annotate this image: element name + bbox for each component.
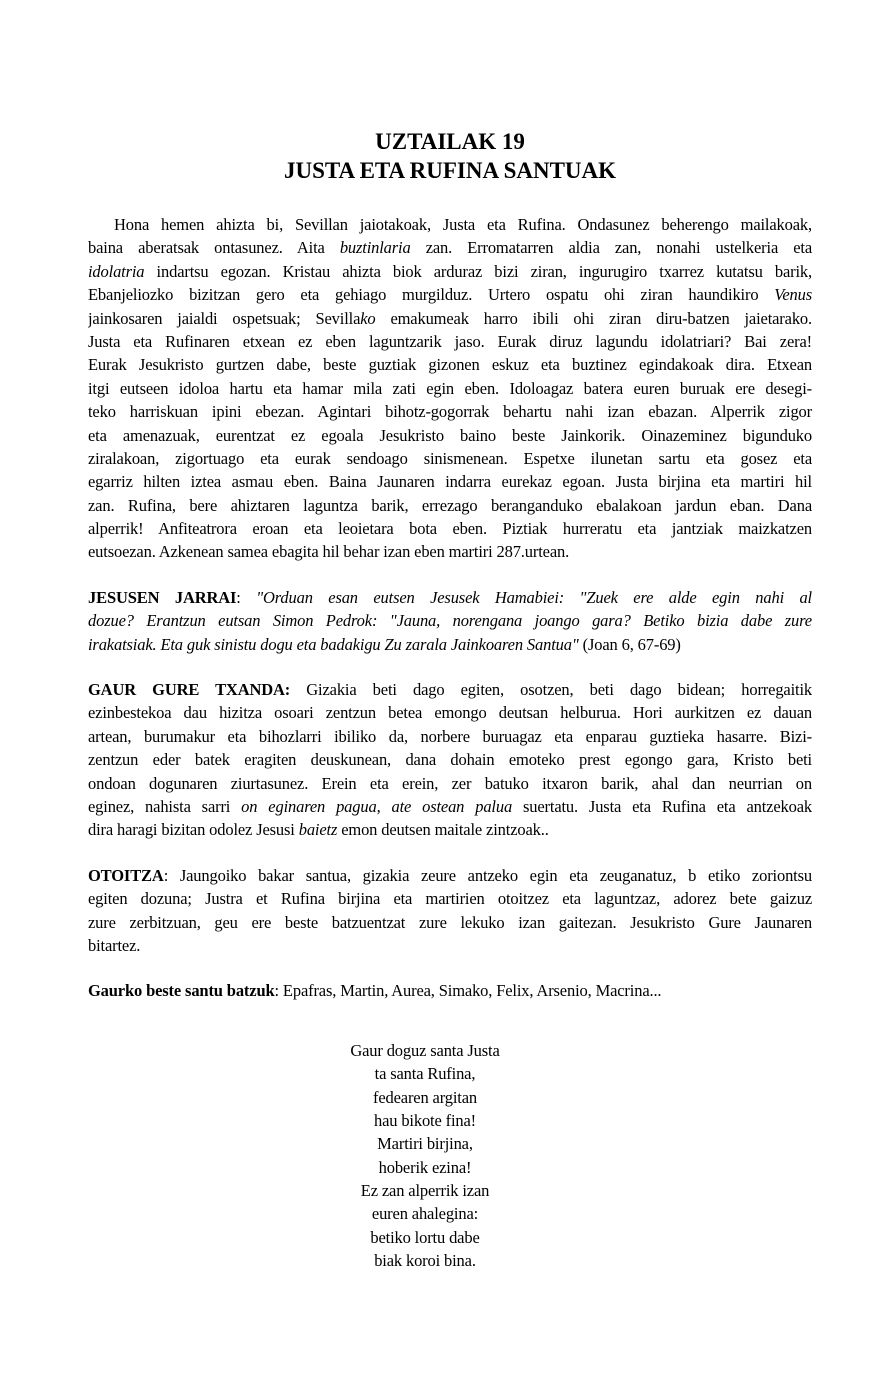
- page-title: [88, 128, 812, 185]
- title-line-1: UZTAILAK 19: [375, 129, 525, 154]
- text-segment: ezinbestekoa dau hizitza osoari zentzun betea emongo deutsan helburua. Hori aurkitzen ez dauan: [88, 703, 812, 723]
- text-segment: dira haragi bizitan odolez Jesusi: [88, 820, 299, 840]
- bold-text-segment: OTOITZA: [88, 865, 164, 885]
- text-segment: Ebanjeliozko bizitzan gero eta gehiago murgilduz. Urtero ospatu ohi ziran haundikiro: [88, 285, 775, 305]
- title-line-2: JUSTA ETA RUFINA SANTUAK: [283, 157, 617, 183]
- text-segment: fedearen argitan: [372, 1087, 478, 1107]
- text-segment: ta santa Rufina,: [374, 1064, 476, 1084]
- text-line: [88, 260, 812, 283]
- text-line: [88, 864, 812, 887]
- other-saints-line: [88, 979, 812, 1002]
- text-line: [88, 447, 812, 470]
- text-segment: eutsoezan. Azkenean samea ebagita hil behar izan eben martiri 287.urtean.: [88, 542, 570, 562]
- text-line: [88, 424, 812, 447]
- text-line: [88, 934, 812, 957]
- text-segment: zentzun eder batek eragiten deuskunean, dana dohain emoteko prest egongo gara, Kristo beti: [88, 750, 812, 770]
- text-segment: emakumeak harro ibili ohi ziran diru-batzen jaietarako.: [375, 308, 812, 328]
- text-segment: teko harriskuan ipini ebezan. Agintari bihotz-gogorrak behartu nahi izan ebazan. Alperrik zigor: [88, 402, 812, 422]
- italic-text-segment: "Orduan esan eutsen Jesusek Hamabiei: "Zuek ere alde egin nahi al: [256, 587, 812, 607]
- text-line: [88, 283, 812, 306]
- text-segment: Justa eta Rufinaren etxean ez eben laguntzarik jaso. Eurak diruz lagundu idolatriari? Bai zera!: [88, 331, 812, 351]
- text-segment: indartsu egozan. Kristau ahizta biok arduraz bizi ziran, ingurugiro txarrez kutatsu barik,: [144, 261, 812, 281]
- text-segment: euren ahalegina:: [371, 1204, 479, 1224]
- text-line: [88, 1179, 762, 1202]
- text-line: [88, 633, 812, 656]
- text-segment: : Epafras, Martin, Aurea, Simako, Felix, Arsenio, Macrina...: [274, 981, 662, 1001]
- intro-paragraph: [88, 213, 812, 564]
- text-line: [88, 979, 812, 1002]
- text-segment: eta amenazuak, eurentzat ez egoala Jesukristo baino beste Jainkorik. Oinazeminez bigunduko: [88, 425, 812, 445]
- text-segment: :: [236, 587, 257, 607]
- text-line: [88, 1086, 762, 1109]
- text-line: [88, 353, 812, 376]
- text-segment: zan. Erromatarren aldia zan, nonahi ustelkeria eta: [410, 238, 812, 258]
- text-segment: alperrik! Anfiteatrora eroan eta leoietara bota eben. Piztiak hurreratu eta jantziak maizkatzen: [88, 519, 812, 539]
- text-line: [88, 678, 812, 701]
- text-line: [88, 1109, 762, 1132]
- text-segment: egiten dozuna; Justra et Rufina birjina eta martirien otoitzez eta laguntzaz, adorez bete gaizuz: [88, 889, 812, 909]
- text-segment: Martiri birjina,: [377, 1134, 473, 1154]
- text-line: [88, 517, 812, 540]
- text-segment: ziralakoan, zigortuago eta eurak sendoago sinismenean. Espetxe ilunetan sartu eta gosez eta: [88, 448, 812, 468]
- text-line: [88, 377, 812, 400]
- text-line: [88, 213, 812, 236]
- text-line: [88, 307, 812, 330]
- text-segment: suertatu. Justa eta Rufina eta antzekoak: [512, 796, 812, 816]
- text-segment: betiko lortu dabe: [370, 1227, 480, 1247]
- otoitza-paragraph: [88, 864, 812, 958]
- text-line: [88, 887, 812, 910]
- text-line: [88, 818, 812, 841]
- text-line: [88, 330, 812, 353]
- text-segment: emon deutsen maitale zintzoak..: [337, 820, 549, 840]
- text-segment: itgi eutseen idoloa hartu eta hamar mila zati egin eben. Idoloagaz batera euren buruak ere desegi-: [88, 378, 812, 398]
- text-line: [88, 1226, 762, 1249]
- page-content: [88, 128, 812, 1273]
- text-line: [88, 400, 812, 423]
- text-line: [88, 609, 812, 632]
- text-line: [88, 1062, 762, 1085]
- text-line: [88, 236, 812, 259]
- text-line: [88, 1156, 762, 1179]
- text-line: [88, 911, 812, 934]
- text-line: [88, 1202, 762, 1225]
- italic-text-segment: buztinlaria: [339, 238, 411, 258]
- text-line: [88, 701, 812, 724]
- text-segment: zan. Rufina, bere ahiztaren laguntza barik, errezago beranganduko ebalakoan jardun eban. Dana: [88, 495, 812, 515]
- italic-text-segment: Venus: [774, 285, 812, 305]
- text-segment: ondoan dogunaren ziurtasunez. Erein eta erein, zer batuko itxaron barik, ahal dan neurrian on: [88, 773, 812, 793]
- bold-text-segment: JESUSEN JARRAI: [88, 587, 237, 607]
- gaur-gure-txanda-paragraph: [88, 678, 812, 842]
- italic-text-segment: dozue? Erantzun eutsan Simon Pedrok: "Jauna, norengana joango gara? Betiko bizia dabe zure: [88, 611, 812, 631]
- italic-text-segment: baietz: [298, 820, 338, 840]
- text-segment: artean, burumakur eta bihozlarri ibiliko da, norbere buruagaz eta enparau guztieka hasarre. Bizi-: [88, 726, 812, 746]
- text-segment: biak koroi bina.: [374, 1251, 476, 1271]
- text-line: [88, 470, 812, 493]
- jesusen-jarrai-paragraph: [88, 586, 812, 656]
- text-line: [88, 494, 812, 517]
- italic-text-segment: idolatria: [88, 261, 145, 281]
- text-segment: jainkosaren jaialdi ospetsuak; Sevilla: [88, 308, 361, 328]
- text-segment: hau bikote fina!: [373, 1110, 477, 1130]
- text-segment: egarriz hilten iztea asmau eben. Baina Jaunaren indarra eurekaz egoan. Justa birjina eta martiri hil: [88, 472, 812, 492]
- text-segment: (Joan 6, 67-69): [578, 634, 681, 654]
- bold-text-segment: GAUR GURE TXANDA:: [88, 680, 291, 700]
- text-segment: Eurak Jesukristo gurtzen dabe, beste guztiak gizonen eskuz eta buztinez egindakoak dira. Etxean: [88, 355, 812, 375]
- text-line: [88, 1132, 762, 1155]
- text-segment: hoberik ezina!: [378, 1157, 472, 1177]
- text-segment: Gizakia beti dago egiten, osotzen, beti dago bidean; horregaitik: [290, 680, 812, 700]
- document-body: [88, 213, 812, 1273]
- text-line: [88, 725, 812, 748]
- text-segment: eginez, nahista sarri: [88, 796, 242, 816]
- bold-text-segment: Gaurko beste santu batzuk: [88, 981, 275, 1001]
- text-line: [88, 772, 812, 795]
- italic-text-segment: irakatsiak. Eta guk sinistu dogu eta badakigu Zu zarala Jainkoaren Santua": [88, 634, 579, 654]
- text-line: [88, 748, 812, 771]
- text-segment: Ez zan alperrik izan: [360, 1181, 490, 1201]
- italic-text-segment: ko: [360, 308, 376, 328]
- text-segment: bitartez.: [88, 935, 141, 955]
- text-segment: zure zerbitzuan, geu ere beste batzuentzat zure lekuko izan gaitezan. Jesukristo Gure Jaunaren: [88, 912, 812, 932]
- text-segment: : Jaungoiko bakar santua, gizakia zeure antzeko egin eta zeuganatuz, b etiko zoriontsu: [163, 865, 812, 885]
- text-line: [88, 540, 812, 563]
- italic-text-segment: on eginaren pagua, ate ostean palua: [241, 796, 513, 816]
- text-segment: baina aberatsak ontasunez. Aita: [88, 238, 340, 258]
- text-segment: Gaur doguz santa Justa: [350, 1040, 500, 1060]
- text-line: [88, 1249, 762, 1272]
- text-segment: Hona hemen ahizta bi, Sevillan jaiotakoak, Justa eta Rufina. Ondasunez beherengo mailakoak,: [114, 215, 812, 234]
- text-line: [88, 586, 812, 609]
- poem: [88, 1039, 812, 1273]
- text-line: [88, 795, 812, 818]
- text-line: [88, 1039, 762, 1062]
